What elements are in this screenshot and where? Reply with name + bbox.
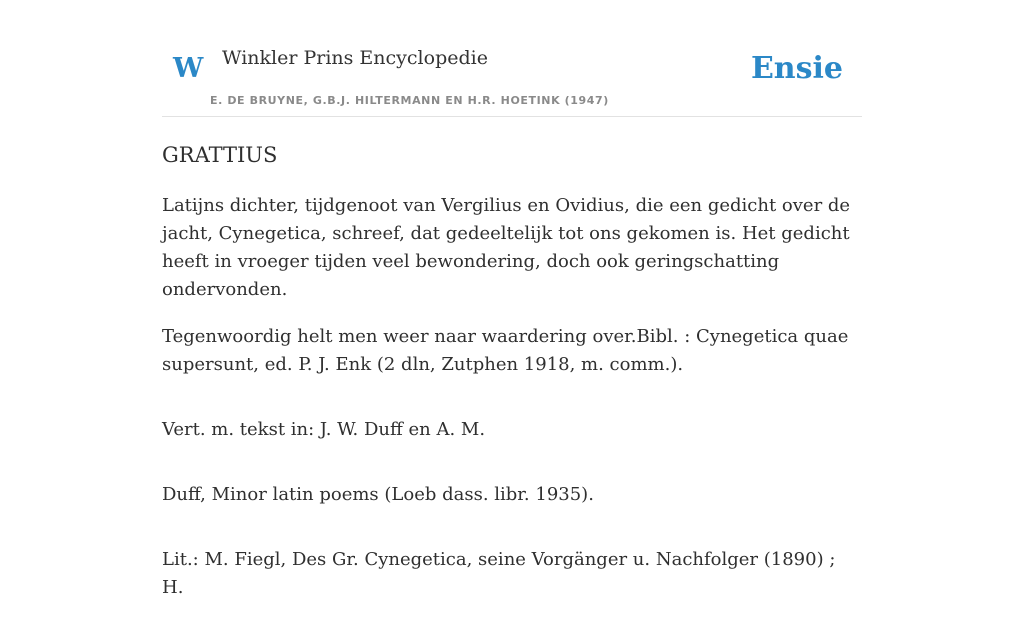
source-authors: E. DE BRUYNE, G.B.J. HILTERMANN EN H.R. HOETINK (1947): [210, 94, 609, 107]
source-title[interactable]: Winkler Prins Encyclopedie: [222, 47, 488, 69]
ensie-logo-link[interactable]: Ensie: [750, 51, 843, 86]
winkler-prins-logo[interactable]: W: [173, 53, 204, 84]
article-paragraph: Lit.: M. Fiegl, Des Gr. Cynegetica, seine Vorgänger u. Nachfolger (1890) ; H.: [162, 549, 836, 598]
article: [162, 140, 862, 621]
site-header: [162, 0, 862, 117]
article-title: GRATTIUS: [162, 143, 278, 167]
article-paragraph: Vert. m. tekst in: J. W. Duff en A. M.: [162, 419, 486, 440]
article-paragraph: Latijns dichter, tijdgenoot van Vergilius en Ovidius, die een gedicht over de jacht, Cynegetica, schreef, dat gedeeltelijk tot ons gekomen is. Het gedicht heeft in vroeger tijden veel bewondering, doch ook geringschatting ondervonden.: [162, 195, 851, 300]
article-paragraph: Duff, Minor latin poems (Loeb dass. libr. 1935).: [162, 484, 594, 505]
article-paragraph: Tegenwoordig helt men weer naar waardering over.Bibl. : Cynegetica quae supersunt, ed. P. J. Enk (2 dln, Zutphen 1918, m. comm.).: [162, 326, 849, 375]
